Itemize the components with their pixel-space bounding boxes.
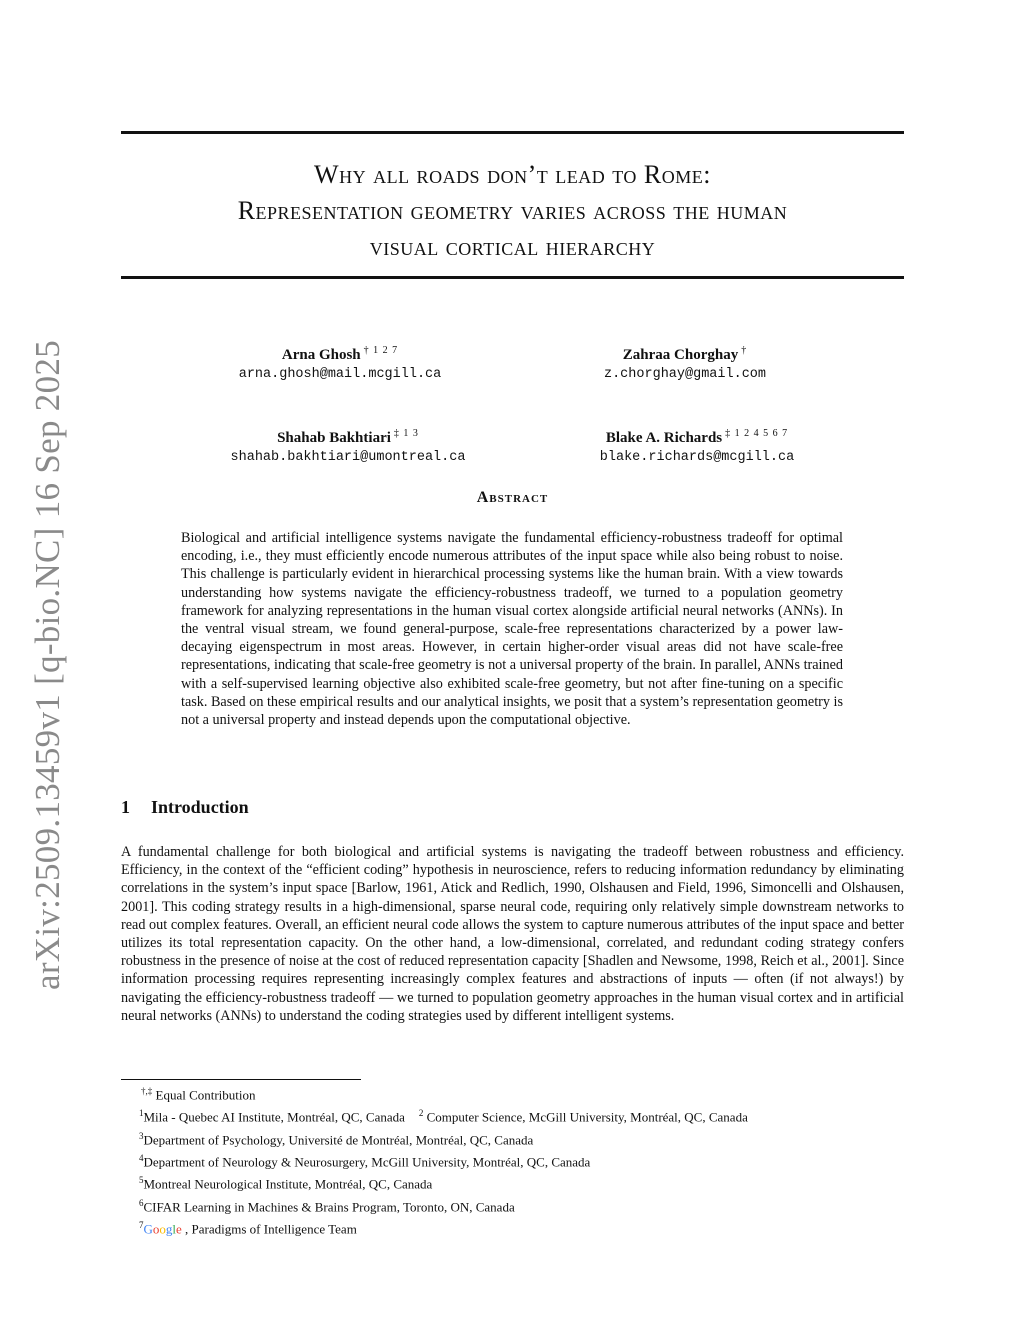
abstract-heading: Abstract: [476, 489, 549, 506]
author-block: [188, 424, 508, 467]
author-block: [180, 341, 500, 384]
title-rule-bottom: [121, 276, 904, 279]
title-rule-top: [121, 131, 904, 134]
author-block: [537, 424, 857, 467]
footnote-affiliation-7: $^7$Google , Paradigms of Intelligence Team: [139, 1219, 357, 1237]
author-email: blake.richards@mcgill.ca: [599, 450, 795, 465]
google-logo: Google: [143, 1221, 182, 1237]
footnote-affiliation-1-2: $^1$Mila - Quebec AI Institute, Montréal, QC, Canada $^2$ Computer Science, McGill University, Montréal, QC, Canada: [139, 1108, 748, 1125]
author-email: z.chorghay@gmail.com: [603, 367, 767, 382]
arxiv-identifier-stamp: [18, 339, 78, 991]
author-affiliation-marks: ‡ 1 3: [393, 428, 419, 439]
title-line-3: visual cortical hierarchy: [369, 232, 656, 261]
title-line-1: Why all roads don’t lead to Rome:: [314, 160, 711, 189]
author-email: arna.ghosh@mail.mcgill.ca: [238, 367, 442, 382]
title-line-2: Representation geometry varies across the human: [237, 196, 788, 225]
footnote-affiliation-5: $^5$Montreal Neurological Institute, Montréal, QC, Canada: [139, 1175, 433, 1192]
footnotes: [139, 1082, 748, 1238]
author-affiliation-marks: ‡ 1 2 4 5 6 7: [725, 428, 789, 439]
footnote-equal-contribution: †,‡ Equal Contribution: [141, 1086, 256, 1103]
paper-title: [121, 157, 904, 265]
footnote-rule: [121, 1079, 361, 1080]
author-name: Zahraa Chorghay: [622, 347, 739, 363]
introduction-paragraph: A fundamental challenge for both biological and artificial systems is navigating the tradeoff between robustness and efficiency. Efficiency, in the context of the “efficient coding” hypothesis in neuroscience, refers to reducing information redundancy by eliminating correlations in the system’s input space [Barlow, 1961, Atick and Redlich, 1990, Olshausen and Field, 1996, Simoncelli and Olshausen, 2001]. This coding strategy results in a high-dimensional, sparse neural code, requiring only relatively simple downstream networks to read out complex features. Overall, an efficient neural code allows the system to capture numerous attributes of the input space and better utilizes its total representation capacity. On the other hand, a low-dimensional, correlated, and redundant coding strategy confers robustness in the presence of noise at the cost of reduced representation capacity [Shadlen and Newsome, 1998, Reich et al., 2001]. Since information processing requires representing increasingly complex features and abstractions of inputs — often (if not always!) by navigating the efficiency-robustness tradeoff — we turned to population geometry approaches in the human visual cortex and in artificial neural networks (ANNs) to understand the coding strategies used by different intelligent systems.: [121, 844, 904, 1024]
abstract-text: Biological and artificial intelligence systems navigate the fundamental efficiency-robustness tradeoff for optimal encoding, i.e., they must efficiently encode numerous attributes of the input space while also being robust to noise. This challenge is particularly evident in hierarchical processing systems like the human brain. With a view towards understanding how systems navigate the efficiency-robustness tradeoff, we turned to a population geometry framework for analyzing representations in the human visual cortex alongside artificial neural networks (ANNs). In the ventral visual stream, we found general-purpose, scale-free representations characterized by a power law-decaying eigenspectrum in most areas. However, in certain higher-order visual areas did not have scale-free representations, indicating that scale-free geometry is not a universal property of the brain. In parallel, ANNs trained with a self-supervised learning objective also exhibited scale-free geometry, but not after fine-tuning on a specific task. Based on these empirical results and our analytical insights, we posit that a system’s representation geometry is not a universal property and instead depends upon the computational objective.: [181, 530, 843, 729]
footnote-affiliation-6: $^6$CIFAR Learning in Machines & Brains Program, Toronto, ON, Canada: [139, 1197, 515, 1214]
author-email: shahab.bakhtiari@umontreal.ca: [230, 450, 466, 465]
author-name: Shahab Bakhtiari: [277, 430, 391, 446]
author-name: Blake A. Richards: [605, 430, 723, 446]
footnote-affiliation-3: $^3$Department of Psychology, Université de Montréal, Montréal, QC, Canada: [139, 1130, 534, 1147]
author-affiliation-marks: † 1 2 7: [363, 345, 399, 356]
author-name: Arna Ghosh: [281, 347, 361, 363]
footnote-affiliation-4: $^4$Department of Neurology & Neurosurgery, McGill University, Montréal, QC, Canada: [139, 1152, 591, 1170]
author-block: [525, 341, 845, 384]
section-number: 1: [121, 797, 130, 817]
section-title: Introduction: [151, 797, 249, 817]
section-heading: [121, 797, 249, 818]
arxiv-id-text: arXiv:2509.13459v1 [q-bio.NC] 16 Sep 2025: [28, 339, 67, 991]
author-affiliation-marks: †: [741, 345, 748, 356]
